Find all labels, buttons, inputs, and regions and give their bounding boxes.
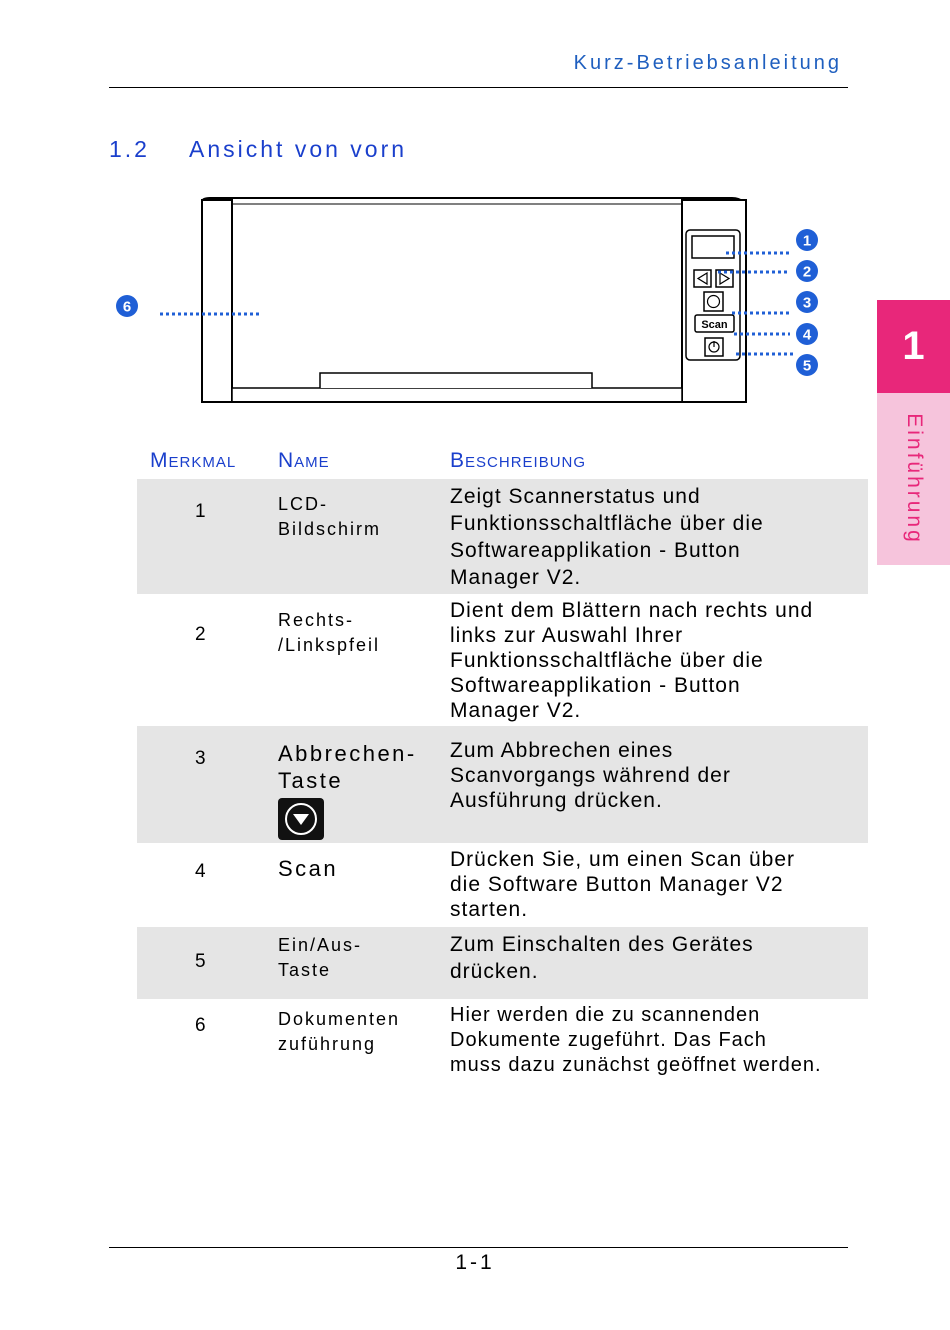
scanner-base <box>232 388 682 402</box>
row-number: 3 <box>195 748 206 769</box>
row-number: 6 <box>195 1015 206 1036</box>
cancel-key <box>704 292 723 311</box>
row-name: Dokumenten zuführung <box>278 1009 401 1054</box>
left-arrow-key <box>694 270 711 287</box>
chapter-tab-label: Einführung <box>902 413 926 545</box>
lcd-screen <box>692 236 734 258</box>
callout-1: 1 <box>802 232 812 250</box>
row-description: Zum Abbrechen eines Scanvorgangs während der Ausführung drücken. <box>450 739 731 812</box>
row-description: Zeigt Scannerstatus und Funktionsschaltfläche über die Softwareapplikation - Button Manager V2. <box>450 485 764 589</box>
footer-rule <box>109 1247 848 1248</box>
row-name: LCD- Bildschirm <box>278 494 382 539</box>
row-number: 2 <box>195 624 206 645</box>
section-number: 1.2 <box>109 136 150 162</box>
scanner-front-view <box>100 180 860 420</box>
scanner-left-cap <box>202 200 232 402</box>
callout-5: 5 <box>802 357 812 375</box>
row-description: Drücken Sie, um einen Scan über die Software Button Manager V2 starten. <box>450 848 796 921</box>
cancel-icon <box>278 798 324 840</box>
column-header-name: NAME <box>278 449 330 472</box>
callout-4: 4 <box>802 326 812 344</box>
table-row <box>137 843 868 927</box>
row-description: Dient dem Blättern nach rechts und links zur Auswahl Ihrer Funktionsschaltfläche über die Softwareapplikation - Button Manager V2. <box>450 599 814 722</box>
callout-6: 6 <box>122 298 132 316</box>
document-tray <box>320 373 592 388</box>
row-number: 1 <box>195 501 206 522</box>
scan-key-label: Scan <box>701 319 728 331</box>
table-row <box>137 927 868 999</box>
header-rule <box>109 87 848 88</box>
table-row <box>137 999 868 1089</box>
row-name: Rechts- /Linkspfeil <box>278 610 381 655</box>
table-row <box>137 726 868 843</box>
scanner-body <box>202 198 746 402</box>
row-name: Scan <box>278 856 339 881</box>
chapter-tab-number: 1 <box>877 300 950 393</box>
row-name: Ein/Aus- Taste <box>278 935 363 980</box>
running-title: Kurz-Betriebsanleitung <box>573 52 842 74</box>
row-name: Abbrechen- Taste <box>278 740 428 840</box>
column-header-feature: MERKMAL <box>150 449 237 472</box>
row-description: Hier werden die zu scannenden Dokumente zugeführt. Das Fach muss dazu zunächst geöffnet werden. <box>450 1004 822 1076</box>
chapter-tab <box>877 393 950 565</box>
row-number: 4 <box>195 861 206 882</box>
page-number: 1-1 <box>455 1251 495 1274</box>
section-heading <box>109 136 407 163</box>
section-title: Ansicht von vorn <box>189 136 408 162</box>
table-row <box>137 479 868 594</box>
table-row <box>137 594 868 726</box>
row-number: 5 <box>195 951 206 972</box>
callout-2: 2 <box>802 263 812 281</box>
row-description: Zum Einschalten des Gerätes drücken. <box>450 933 754 983</box>
callout-3: 3 <box>802 294 812 312</box>
column-header-description: BESCHREIBUNG <box>450 449 587 472</box>
